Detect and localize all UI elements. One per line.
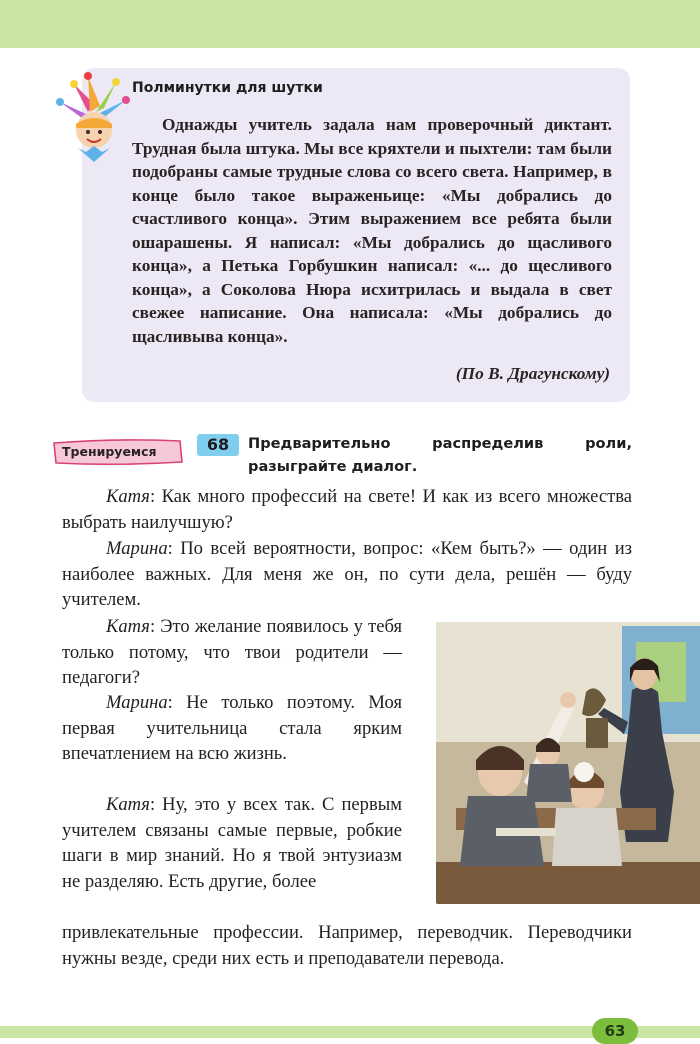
joke-box-author: (По В. Драгунскому) bbox=[455, 364, 610, 383]
dialogue-line-katya-2 bbox=[62, 614, 402, 691]
dialogue-line-katya-3-continued: привлекательные профессии. Например, переводчик. Переводчики нужны везде, среди них есть и преподаватели перевода. bbox=[62, 922, 632, 969]
speaker-name: Катя bbox=[106, 794, 150, 815]
dialogue-line-marina-1 bbox=[62, 536, 632, 613]
speech-text: : Не только поэтому. Моя первая учительница стала ярким впечатлением на всю жизнь. bbox=[62, 692, 402, 764]
joke-box-text bbox=[132, 113, 612, 348]
speaker-name: Катя bbox=[106, 616, 150, 637]
speech-text: : Это желание появилось у тебя только потому, что твои родители — педагоги? bbox=[62, 616, 402, 688]
joke-box-title: Полминутки для шутки bbox=[132, 80, 323, 96]
dialogue-line-katya-1 bbox=[62, 484, 632, 535]
joke-box-body: Однажды учитель задала нам проверочный диктант. Трудная была штука. Мы все кряхтели и пыхтели: там были подобраны самые трудные слова со всего света. Например, в конце было такое выраженьице: «Мы добрались до счастливого конца». Этим выражением все ребята были ошарашены. Я написал: «Мы добрались до щасливого конца», а Петька Горбушкин написал: «... до щесливого конца», а Соколова Нюра исхитрилась и выдала в свет свежее написание. Она написала: «Мы добрались до щасливыва конца». bbox=[132, 115, 612, 346]
page-number: 63 bbox=[592, 1018, 638, 1044]
dialogue-line-marina-2 bbox=[62, 690, 402, 767]
exercise-tag-label: Тренируемся bbox=[62, 444, 157, 459]
speaker-name: Марина bbox=[106, 692, 168, 713]
dialogue-line-katya-3 bbox=[62, 792, 402, 894]
speaker-name: Марина bbox=[106, 538, 168, 559]
top-color-band bbox=[0, 0, 700, 48]
speech-text: : Как много профессий на свете! И как из всего множества выбрать наилучшую? bbox=[62, 486, 632, 533]
speech-text: : Ну, это у всех так. С первым учителем связаны самые первые, робкие шаги в мир знаний. Но я твой энтузиазм не разделяю. Есть другие, более bbox=[62, 794, 402, 892]
classroom-photo bbox=[436, 622, 700, 904]
exercise-number: 68 bbox=[197, 434, 239, 456]
speech-text: : По всей вероятности, вопрос: «Кем быть?» — один из наиболее важных. Для меня же он, по сути дела, решён — буду учителем. bbox=[62, 538, 632, 610]
exercise-tag bbox=[52, 438, 184, 466]
jester-hat-icon bbox=[54, 72, 134, 162]
speaker-name: Катя bbox=[106, 486, 150, 507]
exercise-instruction: Предварительно распределив роли, разыграйте диалог. bbox=[248, 435, 632, 475]
